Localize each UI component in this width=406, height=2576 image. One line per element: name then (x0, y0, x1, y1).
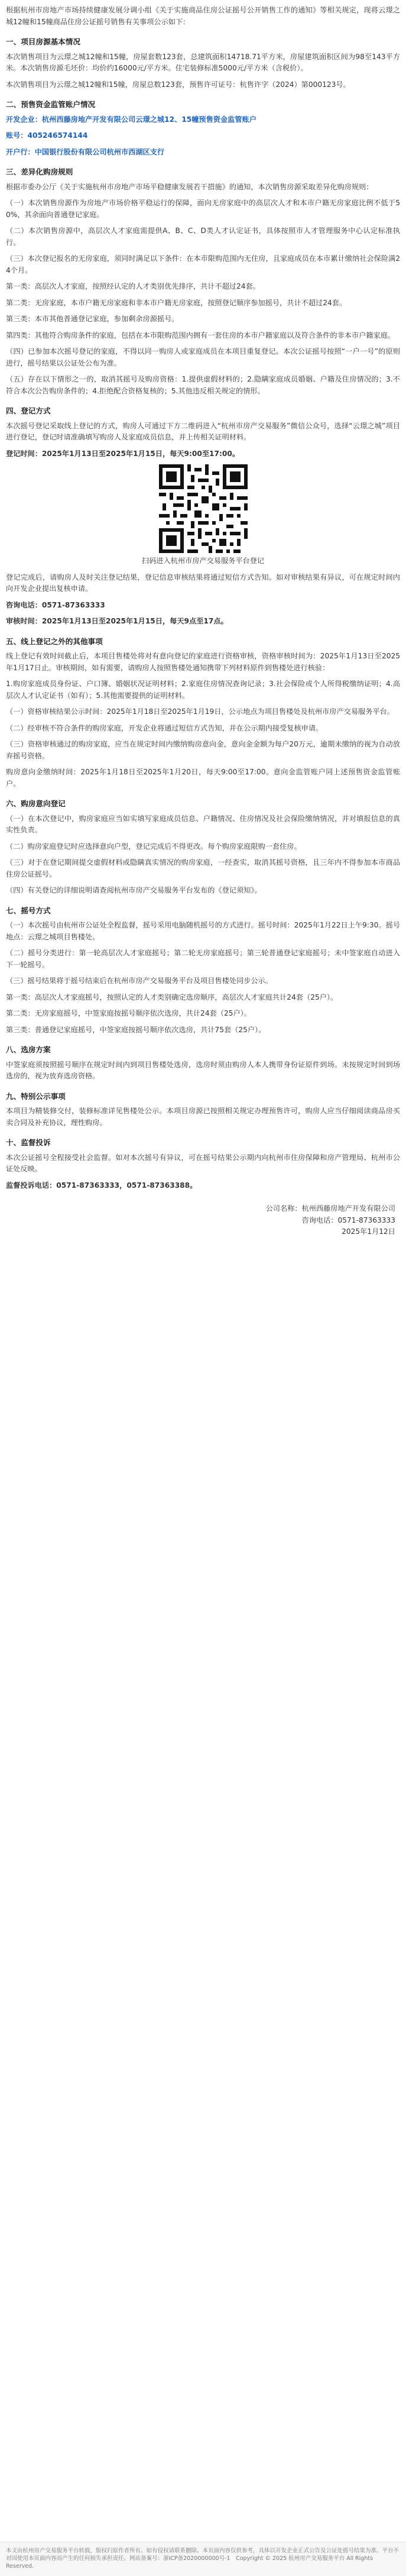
section-heading-2: 二、预售资金监管账户情况 (6, 100, 96, 109)
rule-5: （五）存在以下情形之一的，取消其摇号及购房资格：1.提供虚假材料的；2.隐瞒家庭成员婚姻、户籍及住房情况的；3.不符合本次公告购房条件的；4.拒绝配合资格复核的；5.其他违反相关规定的情形。 (6, 375, 400, 395)
section-heading-10: 十、监督投诉 (6, 1138, 51, 1147)
lottery-rule-2: （二）摇号分类进行：第一轮高层次人才家庭摇号；第二轮无房家庭摇号；第三轮普通登记家庭摇号；未中签家庭自动进入下一轮摇号。 (6, 949, 400, 969)
section-heading-8: 八、选房方案 (6, 1045, 51, 1054)
qr-code-label: 扫码进入杭州市房产交易服务平台登记 (141, 557, 265, 565)
rule-3: （三）本次登记报名的无房家庭，须同时满足以下条件：在本市限购范围内无住房，且家庭成员在本市累计缴纳社会保险满24个月。 (6, 254, 400, 274)
supervision-phone: 监督投诉电话：0571-87363333，0571-87363388。 (6, 1181, 197, 1190)
rule-1: （一）本次销售房源作为房地产市场价格平稳运行的保障，面向无房家庭中的高层次人才和本市户籍无房家庭比例不低于50%，其余面向普通登记家庭。 (6, 199, 400, 219)
category-3: 第三类：本市其他普通登记家庭，参加剩余房源摇号。 (6, 315, 179, 323)
section-heading-5: 五、线上登记之外的其他事项 (6, 636, 103, 646)
offline-review: 线上登记有效时间截止后，本项目售楼处将对有意向登记的家庭进行资格审核，资格审核时间为：2025年1月13日至2025年1月17日止。审核期间，如有需要，请购房人按照售楼处通知携带下列材料原件到售楼处进行核验： (6, 652, 400, 672)
intent-rule-3: （三）对于在登记期间提交虚假材料或隐瞒真实情况的购房家庭，一经查实，取消其摇号资格，且三年内不得参加本市商品住房公证摇号。 (6, 858, 400, 878)
rule-intro: 根据市委办公厅《关于实施杭州市房地产市场平稳健康发展若干措施》的通知，本次销售房源采取差异化购房规则： (6, 182, 373, 191)
lottery-category-1: 第一类：高层次人才家庭摇号，按照认定的人才类别确定选房顺序，高层次人才家庭共计24套（25户）。 (6, 993, 338, 1001)
rule-2: （二）本次销售房源中，高层次人才家庭需提供A、B、C、D类人才认定证书，具体按照市人才管理服务中心认定标准执行。 (6, 227, 400, 247)
lottery-rule-3: （三）摇号结果将于摇号结束后在杭州市房产交易服务平台及项目售楼处同步公示。 (6, 977, 272, 985)
offline-publicity: （一）资格审核结果公示时间：2025年1月18日至2025年1月19日，公示地点为项目售楼处及杭州市房产交易服务平台。 (6, 707, 394, 716)
lottery-category-2: 第二类：无房家庭摇号，中签家庭按摇号顺序依次选房，共计24套（25户）。 (6, 1009, 251, 1017)
intro-paragraph: 根据杭州市房地产市场持续健康发展分调小组《关于实施商品住房公证摇号公开销售工作的通知》等相关规定，现将云璟之城12幢和15幢商品住房公证摇号销售有关事项公示如下： (6, 6, 400, 26)
section-heading-3: 三、差异化购房规则 (6, 167, 73, 176)
contact-phone: 咨询电话：0571-87363333 (6, 600, 105, 609)
section-heading-1: 一、项目房源基本情况 (6, 37, 80, 46)
registration-time: 登记时间：2025年1月13日至2025年1月15日，每天9:00至17:00。 (6, 449, 240, 458)
special-notice: 本项目为精装修交付，装修标准详见售楼处公示。本项目房源已按照相关规定办理预售许可，购房人应当仔细阅读商品房买卖合同及补充协议，理性购房。 (6, 1107, 400, 1127)
section-heading-6: 六、购房意向登记 (6, 799, 66, 808)
selection-rule: 中签家庭须按照摇号顺序在规定时间内到项目售楼处选房，选房时须由购房人本人携带身份证原件到场。未按规定时间到场选房的，视为放弃选房资格。 (6, 1060, 400, 1080)
account-company: 开发企业：杭州西藤房地产开发有限公司云璟之城12、15幢预售资金监管账户 (6, 115, 256, 124)
offline-notice: （二）经审核不符合条件的购房家庭，开发企业将通过短信方式告知，并在公示期内接受复核申请。 (6, 723, 323, 732)
qr-code-container (0, 464, 406, 553)
offline-materials: 1.购房家庭成员身份证、户口簿、婚姻状况证明材料；2.家庭住房情况查询记录；3.社会保险或个人所得税缴纳证明；4.高层次人才认定证书（如有）；5.其他需要提供的证明材料。 (6, 680, 400, 700)
deposit-rule: （三）资格审核通过的购房家庭，应当在规定时间内缴纳购房意向金，意向金金额为每户20万元，逾期未缴纳的视为自动放弃摇号资格。 (6, 740, 400, 760)
supervision-rule: 本次公证摇号全程接受社会监督。如对本次摇号有异议，可在摇号结果公示期内向杭州市住房保障和房产管理局、杭州市公证处反映。 (6, 1153, 400, 1173)
section-heading-4: 四、登记方式 (6, 406, 51, 415)
signature-phone: 咨询电话：0571-87363333 (301, 1216, 395, 1224)
intent-rule-2: （二）购房家庭登记时应选择意向户型，登记完成后不得更改。每个购房家庭限购一套住房。 (6, 842, 301, 851)
qr-code-icon[interactable] (153, 464, 254, 553)
intent-rule-4: （四）有关登记的详细说明请查阅杭州市房产交易服务平台发布的《登记须知》。 (6, 886, 262, 894)
lottery-category-3: 第三类：普通登记家庭摇号，中签家庭按摇号顺序依次选房，共计75套（25户）。 (6, 1025, 266, 1034)
signature-date: 2025年1月12日 (342, 1227, 395, 1236)
category-4: 第四类：其他符合购房条件的家庭，包括在本市限购范围内拥有一套住房的本市户籍家庭以及符合条件的非本市户籍家庭。 (6, 331, 395, 340)
deposit-time: 购房意向金缴纳时间：2025年1月18日至2025年1月20日，每天9:00至17:00。意向金监管账户同上述预售资金监管账户。 (6, 768, 400, 788)
section-heading-9: 九、特别公示事项 (6, 1091, 66, 1101)
process-paragraph: 登记完成后，请购房人及时关注登记结果，登记信息审核结果将通过短信方式告知。如对审核结果有异议，可在规定时间内向开发企业提出复核申请。 (6, 573, 400, 593)
project-info-paragraph: 本次销售项目为云璟之城12幢和15幢，房屋套数123套，总建筑面积14718.71平方米，房屋建筑面积区间为98至143平方米。本次销售房源毛坯价：均价约16000元/平方米。住宅装修标准5000元/平方米（含税价）。 (6, 52, 400, 72)
presale-info-paragraph: 本次销售项目为云璟之城12幢和15幢，房屋总数123套，预售许可证号：杭售许字（2024）第000123号。 (6, 80, 350, 89)
account-number: 账号：405246574144 (6, 131, 88, 140)
lottery-rule-1: （一）本次摇号由杭州市公证处全程监督，摇号采用电脑随机摇号的方式进行。摇号时间：2025年1月22日上午9:30。摇号地点：云璟之城项目售楼处。 (6, 921, 400, 941)
rule-4: （四）已参加本次摇号登记的家庭，不得以同一购房人或家庭成员在本项目重复登记。本次公证摇号按照“一户一号”的原则进行，摇号结果以公证处公布为准。 (6, 347, 400, 367)
signature-company: 公司名称：杭州西藤房地产开发有限公司 (265, 1204, 395, 1213)
signature-block (6, 1203, 395, 1238)
footer-disclaimer: 本文由杭州房产交易服务平台转载，版权归原作者所有。如有侵权请联系删除。本页面内容仅供参考，具体以开发企业正式公告及公证处摇号结果为准。平台不对因使用本页面内容而产生的任何损失承担责任。网站备案号：浙ICP备2020000000号-1 Copyright © 2025 杭州房产交易服务平台 All Rights Reserved. (0, 2542, 406, 2576)
account-bank: 开户行：中国银行股份有限公司杭州市西湖区支行 (6, 147, 165, 156)
category-1: 第一类：高层次人才家庭，按照经认定的人才类别优先排序，共计不超过24套。 (6, 282, 260, 290)
review-time: 审核时间：2025年1月13日至2025年1月15日，每天9点至17点。 (6, 617, 228, 625)
intent-rule-1: （一）在本次登记中，购房家庭应当如实填写家庭成员信息、户籍情况、住房情况及社会保险缴纳情况，并对填报信息的真实性负责。 (6, 814, 400, 834)
category-2: 第二类：无房家庭，本市户籍无房家庭和非本市户籍无房家庭，按照登记顺序参加摇号，共计不超过24套。 (6, 298, 347, 307)
registration-method: 本次摇号登记采取线上登记的方式，购房人可通过下方二维码进入“杭州市房产交易服务”微信公众号，选择“云璟之城”项目进行登记，登记时请准确填写购房人及家庭成员信息，并上传相关证明材料。 (6, 421, 400, 441)
section-heading-7: 七、摇号方式 (6, 906, 51, 915)
